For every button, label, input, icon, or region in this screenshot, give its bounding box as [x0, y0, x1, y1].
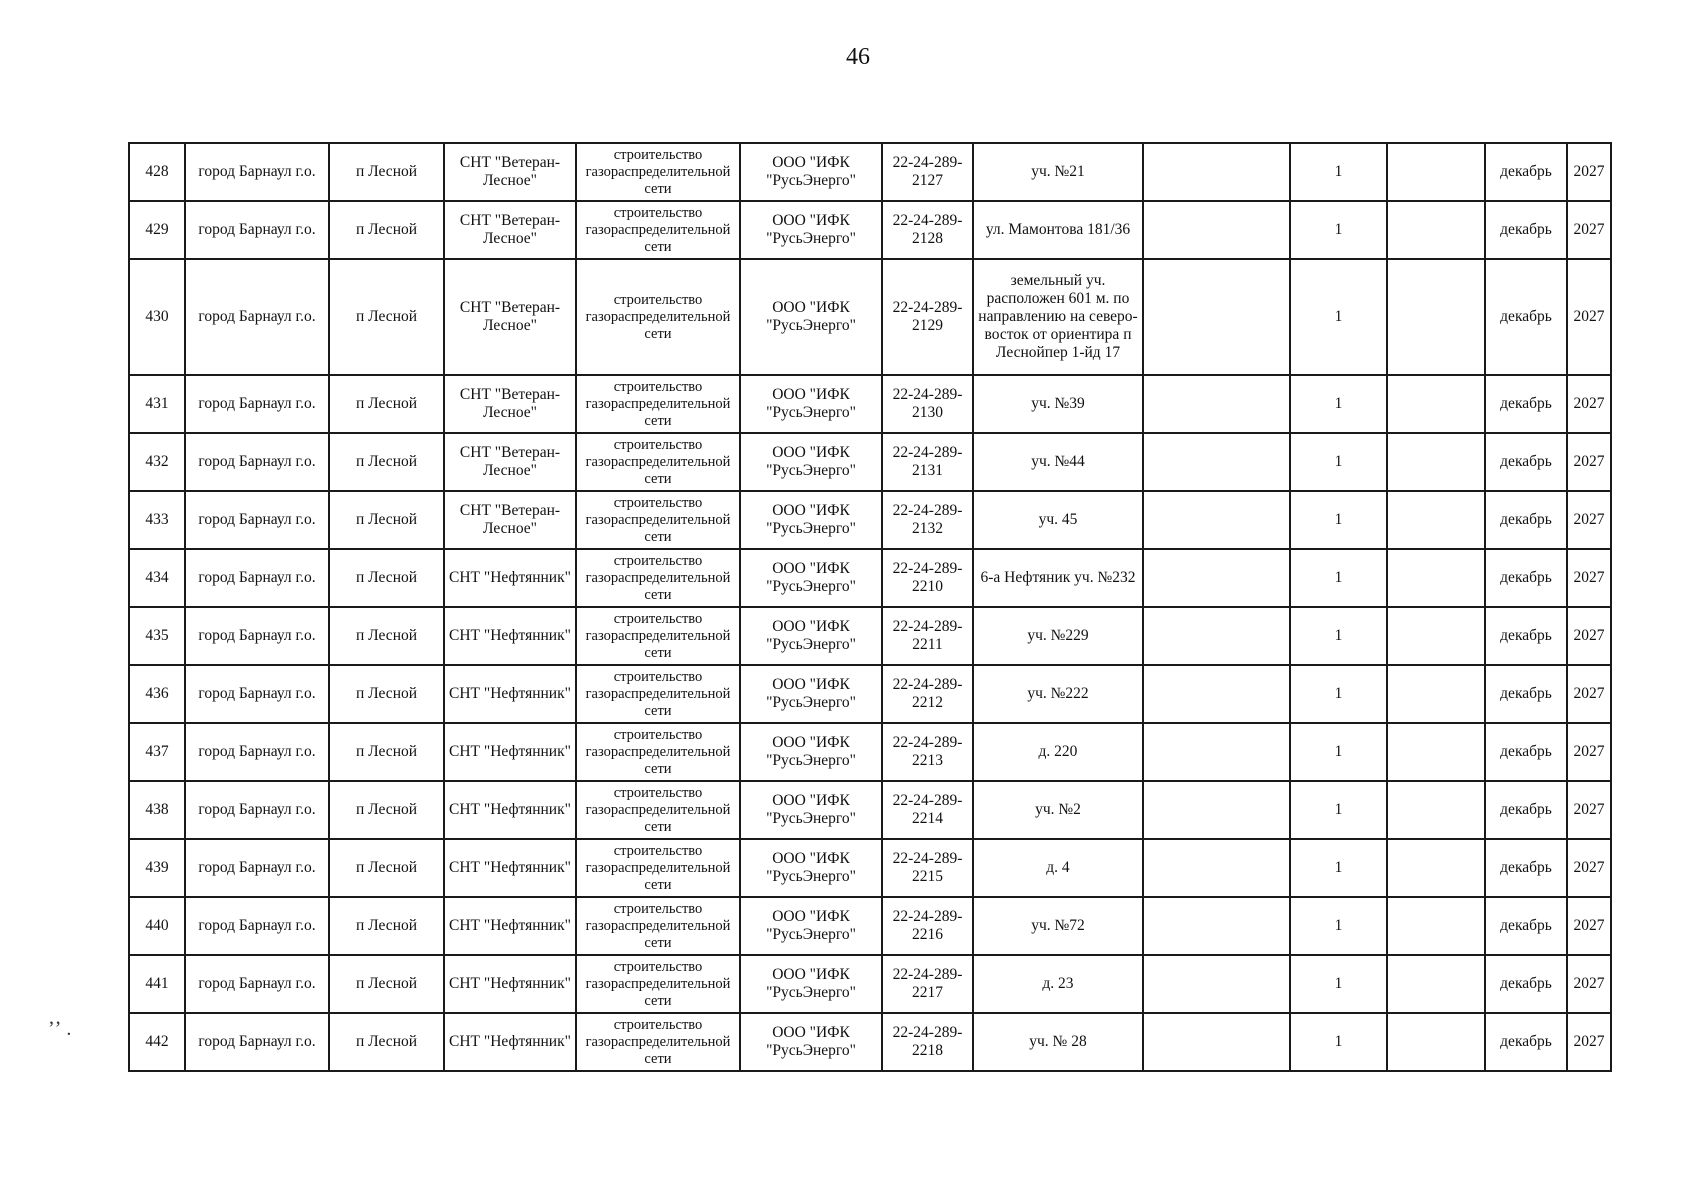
organization-cell: ООО "ИФК "РусьЭнерго" [740, 955, 882, 1013]
empty-cell [1143, 839, 1290, 897]
empty-cell [1143, 259, 1290, 375]
settlement-cell: п Лесной [329, 781, 444, 839]
year-cell: 2027 [1567, 607, 1611, 665]
month-cell: декабрь [1485, 723, 1567, 781]
city-cell: город Барнаул г.о. [185, 259, 329, 375]
address-cell: д. 4 [973, 839, 1143, 897]
settlement-cell: п Лесной [329, 665, 444, 723]
work-type-cell: строительство газораспределительной сети [576, 491, 740, 549]
snt-cell: СНТ "Нефтянник" [444, 607, 576, 665]
quantity-cell: 1 [1290, 781, 1387, 839]
code-cell: 22-24-289-2127 [882, 143, 973, 201]
row-number-cell: 428 [129, 143, 185, 201]
table-row [129, 375, 1611, 433]
code-cell: 22-24-289-2132 [882, 491, 973, 549]
city-cell: город Барнаул г.о. [185, 491, 329, 549]
row-number-cell: 441 [129, 955, 185, 1013]
city-cell: город Барнаул г.о. [185, 723, 329, 781]
settlement-cell: п Лесной [329, 143, 444, 201]
row-number-cell: 430 [129, 259, 185, 375]
table-row [129, 955, 1611, 1013]
address-cell: земельный уч. расположен 601 м. по направлению на северо-восток от ориентира п Леснойпер 1-йд 17 [973, 259, 1143, 375]
work-type-cell: строительство газораспределительной сети [576, 143, 740, 201]
empty-cell [1387, 665, 1485, 723]
settlement-cell: п Лесной [329, 259, 444, 375]
quantity-cell: 1 [1290, 549, 1387, 607]
organization-cell: ООО "ИФК "РусьЭнерго" [740, 375, 882, 433]
year-cell: 2027 [1567, 433, 1611, 491]
code-cell: 22-24-289-2129 [882, 259, 973, 375]
city-cell: город Барнаул г.о. [185, 955, 329, 1013]
month-cell: декабрь [1485, 143, 1567, 201]
organization-cell: ООО "ИФК "РусьЭнерго" [740, 549, 882, 607]
month-cell: декабрь [1485, 549, 1567, 607]
address-cell: 6-а Нефтяник уч. №232 [973, 549, 1143, 607]
row-number-cell: 442 [129, 1013, 185, 1071]
empty-cell [1387, 201, 1485, 259]
organization-cell: ООО "ИФК "РусьЭнерго" [740, 607, 882, 665]
empty-cell [1143, 375, 1290, 433]
snt-cell: СНТ "Нефтянник" [444, 1013, 576, 1071]
address-cell: ул. Мамонтова 181/36 [973, 201, 1143, 259]
empty-cell [1387, 607, 1485, 665]
empty-cell [1387, 897, 1485, 955]
snt-cell: СНТ "Ветеран-Лесное" [444, 201, 576, 259]
code-cell: 22-24-289-2212 [882, 665, 973, 723]
organization-cell: ООО "ИФК "РусьЭнерго" [740, 1013, 882, 1071]
work-type-cell: строительство газораспределительной сети [576, 201, 740, 259]
work-type-cell: строительство газораспределительной сети [576, 259, 740, 375]
work-type-cell: строительство газораспределительной сети [576, 433, 740, 491]
row-number-cell: 437 [129, 723, 185, 781]
quantity-cell: 1 [1290, 607, 1387, 665]
quantity-cell: 1 [1290, 433, 1387, 491]
empty-cell [1387, 143, 1485, 201]
page-number: 46 [846, 44, 870, 70]
city-cell: город Барнаул г.о. [185, 839, 329, 897]
address-cell: уч. №44 [973, 433, 1143, 491]
quantity-cell: 1 [1290, 491, 1387, 549]
month-cell: декабрь [1485, 665, 1567, 723]
snt-cell: СНТ "Нефтянник" [444, 897, 576, 955]
empty-cell [1143, 201, 1290, 259]
work-type-cell: строительство газораспределительной сети [576, 897, 740, 955]
row-number-cell: 433 [129, 491, 185, 549]
city-cell: город Барнаул г.о. [185, 143, 329, 201]
organization-cell: ООО "ИФК "РусьЭнерго" [740, 201, 882, 259]
settlement-cell: п Лесной [329, 375, 444, 433]
organization-cell: ООО "ИФК "РусьЭнерго" [740, 665, 882, 723]
work-type-cell: строительство газораспределительной сети [576, 607, 740, 665]
quantity-cell: 1 [1290, 201, 1387, 259]
settlement-cell: п Лесной [329, 1013, 444, 1071]
empty-cell [1143, 143, 1290, 201]
city-cell: город Барнаул г.о. [185, 549, 329, 607]
empty-cell [1143, 549, 1290, 607]
organization-cell: ООО "ИФК "РусьЭнерго" [740, 143, 882, 201]
city-cell: город Барнаул г.о. [185, 201, 329, 259]
empty-cell [1387, 375, 1485, 433]
year-cell: 2027 [1567, 143, 1611, 201]
city-cell: город Барнаул г.о. [185, 781, 329, 839]
year-cell: 2027 [1567, 1013, 1611, 1071]
month-cell: декабрь [1485, 897, 1567, 955]
address-cell: уч. №39 [973, 375, 1143, 433]
quantity-cell: 1 [1290, 723, 1387, 781]
organization-cell: ООО "ИФК "РусьЭнерго" [740, 433, 882, 491]
settlement-cell: п Лесной [329, 955, 444, 1013]
work-type-cell: строительство газораспределительной сети [576, 781, 740, 839]
quantity-cell: 1 [1290, 259, 1387, 375]
settlement-cell: п Лесной [329, 549, 444, 607]
table-row [129, 259, 1611, 375]
work-type-cell: строительство газораспределительной сети [576, 839, 740, 897]
row-number-cell: 429 [129, 201, 185, 259]
snt-cell: СНТ "Нефтянник" [444, 549, 576, 607]
code-cell: 22-24-289-2218 [882, 1013, 973, 1071]
table-row [129, 1013, 1611, 1071]
empty-cell [1387, 259, 1485, 375]
address-cell: уч. №222 [973, 665, 1143, 723]
code-cell: 22-24-289-2217 [882, 955, 973, 1013]
month-cell: декабрь [1485, 1013, 1567, 1071]
settlement-cell: п Лесной [329, 723, 444, 781]
code-cell: 22-24-289-2128 [882, 201, 973, 259]
year-cell: 2027 [1567, 781, 1611, 839]
table-row [129, 781, 1611, 839]
empty-cell [1143, 491, 1290, 549]
year-cell: 2027 [1567, 491, 1611, 549]
gasification-table [128, 142, 1612, 1072]
quantity-cell: 1 [1290, 1013, 1387, 1071]
code-cell: 22-24-289-2210 [882, 549, 973, 607]
year-cell: 2027 [1567, 839, 1611, 897]
address-cell: уч. №72 [973, 897, 1143, 955]
snt-cell: СНТ "Нефтянник" [444, 665, 576, 723]
year-cell: 2027 [1567, 375, 1611, 433]
address-cell: уч. №2 [973, 781, 1143, 839]
snt-cell: СНТ "Нефтянник" [444, 723, 576, 781]
work-type-cell: строительство газораспределительной сети [576, 549, 740, 607]
empty-cell [1387, 781, 1485, 839]
table-row [129, 549, 1611, 607]
year-cell: 2027 [1567, 897, 1611, 955]
table-row [129, 897, 1611, 955]
address-cell: уч. № 28 [973, 1013, 1143, 1071]
organization-cell: ООО "ИФК "РусьЭнерго" [740, 781, 882, 839]
city-cell: город Барнаул г.о. [185, 607, 329, 665]
city-cell: город Барнаул г.о. [185, 375, 329, 433]
settlement-cell: п Лесной [329, 897, 444, 955]
snt-cell: СНТ "Нефтянник" [444, 781, 576, 839]
empty-cell [1387, 491, 1485, 549]
empty-cell [1387, 723, 1485, 781]
row-number-cell: 436 [129, 665, 185, 723]
table-row [129, 607, 1611, 665]
empty-cell [1143, 1013, 1290, 1071]
row-number-cell: 439 [129, 839, 185, 897]
year-cell: 2027 [1567, 549, 1611, 607]
table-row [129, 723, 1611, 781]
organization-cell: ООО "ИФК "РусьЭнерго" [740, 839, 882, 897]
quantity-cell: 1 [1290, 143, 1387, 201]
snt-cell: СНТ "Ветеран-Лесное" [444, 491, 576, 549]
margin-marks: ʼʼ . [48, 1018, 72, 1040]
year-cell: 2027 [1567, 665, 1611, 723]
quantity-cell: 1 [1290, 665, 1387, 723]
organization-cell: ООО "ИФК "РусьЭнерго" [740, 491, 882, 549]
city-cell: город Барнаул г.о. [185, 433, 329, 491]
snt-cell: СНТ "Ветеран-Лесное" [444, 259, 576, 375]
year-cell: 2027 [1567, 259, 1611, 375]
quantity-cell: 1 [1290, 839, 1387, 897]
row-number-cell: 432 [129, 433, 185, 491]
snt-cell: СНТ "Ветеран-Лесное" [444, 375, 576, 433]
city-cell: город Барнаул г.о. [185, 665, 329, 723]
month-cell: декабрь [1485, 839, 1567, 897]
month-cell: декабрь [1485, 259, 1567, 375]
row-number-cell: 438 [129, 781, 185, 839]
work-type-cell: строительство газораспределительной сети [576, 955, 740, 1013]
settlement-cell: п Лесной [329, 839, 444, 897]
empty-cell [1387, 839, 1485, 897]
work-type-cell: строительство газораспределительной сети [576, 375, 740, 433]
empty-cell [1143, 781, 1290, 839]
year-cell: 2027 [1567, 955, 1611, 1013]
table-row [129, 433, 1611, 491]
table-body [129, 143, 1611, 1071]
empty-cell [1143, 433, 1290, 491]
month-cell: декабрь [1485, 201, 1567, 259]
empty-cell [1387, 433, 1485, 491]
code-cell: 22-24-289-2214 [882, 781, 973, 839]
organization-cell: ООО "ИФК "РусьЭнерго" [740, 723, 882, 781]
address-cell: д. 23 [973, 955, 1143, 1013]
code-cell: 22-24-289-2130 [882, 375, 973, 433]
table-row [129, 201, 1611, 259]
quantity-cell: 1 [1290, 955, 1387, 1013]
month-cell: декабрь [1485, 607, 1567, 665]
empty-cell [1143, 607, 1290, 665]
month-cell: декабрь [1485, 955, 1567, 1013]
quantity-cell: 1 [1290, 897, 1387, 955]
work-type-cell: строительство газораспределительной сети [576, 723, 740, 781]
address-cell: уч. №21 [973, 143, 1143, 201]
quantity-cell: 1 [1290, 375, 1387, 433]
organization-cell: ООО "ИФК "РусьЭнерго" [740, 897, 882, 955]
table-row [129, 839, 1611, 897]
address-cell: уч. №229 [973, 607, 1143, 665]
empty-cell [1387, 549, 1485, 607]
empty-cell [1387, 1013, 1485, 1071]
empty-cell [1387, 955, 1485, 1013]
code-cell: 22-24-289-2131 [882, 433, 973, 491]
row-number-cell: 440 [129, 897, 185, 955]
month-cell: декабрь [1485, 375, 1567, 433]
year-cell: 2027 [1567, 723, 1611, 781]
address-cell: уч. 45 [973, 491, 1143, 549]
work-type-cell: строительство газораспределительной сети [576, 665, 740, 723]
city-cell: город Барнаул г.о. [185, 1013, 329, 1071]
snt-cell: СНТ "Ветеран-Лесное" [444, 433, 576, 491]
code-cell: 22-24-289-2211 [882, 607, 973, 665]
settlement-cell: п Лесной [329, 607, 444, 665]
code-cell: 22-24-289-2216 [882, 897, 973, 955]
address-cell: д. 220 [973, 723, 1143, 781]
table-row [129, 491, 1611, 549]
snt-cell: СНТ "Ветеран-Лесное" [444, 143, 576, 201]
empty-cell [1143, 665, 1290, 723]
month-cell: декабрь [1485, 491, 1567, 549]
empty-cell [1143, 955, 1290, 1013]
organization-cell: ООО "ИФК "РусьЭнерго" [740, 259, 882, 375]
year-cell: 2027 [1567, 201, 1611, 259]
settlement-cell: п Лесной [329, 433, 444, 491]
row-number-cell: 434 [129, 549, 185, 607]
settlement-cell: п Лесной [329, 491, 444, 549]
empty-cell [1143, 723, 1290, 781]
row-number-cell: 431 [129, 375, 185, 433]
row-number-cell: 435 [129, 607, 185, 665]
work-type-cell: строительство газораспределительной сети [576, 1013, 740, 1071]
code-cell: 22-24-289-2213 [882, 723, 973, 781]
settlement-cell: п Лесной [329, 201, 444, 259]
empty-cell [1143, 897, 1290, 955]
table-row [129, 665, 1611, 723]
city-cell: город Барнаул г.о. [185, 897, 329, 955]
snt-cell: СНТ "Нефтянник" [444, 839, 576, 897]
code-cell: 22-24-289-2215 [882, 839, 973, 897]
month-cell: декабрь [1485, 781, 1567, 839]
table-row [129, 143, 1611, 201]
snt-cell: СНТ "Нефтянник" [444, 955, 576, 1013]
month-cell: декабрь [1485, 433, 1567, 491]
